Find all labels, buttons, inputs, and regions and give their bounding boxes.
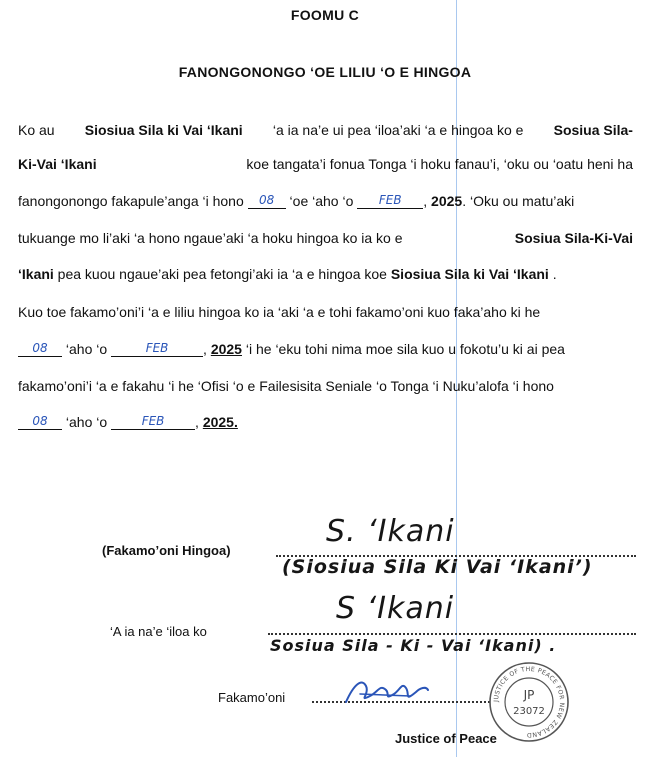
paragraph-line-6 — [18, 304, 633, 320]
applicant-signature-label: (Fakamo’oni Hingoa) — [102, 543, 231, 558]
paragraph-line-9 — [18, 414, 633, 430]
handwritten-day: 08 — [32, 414, 48, 428]
paragraph-line-4 — [18, 230, 633, 246]
month-blank — [111, 414, 195, 430]
text: . — [548, 266, 557, 282]
known-as-printed-name: Sosiua Sila - Ki - Vai ‘Ikani) . — [270, 636, 557, 655]
year: 2025 — [431, 193, 463, 209]
new-name: Ki-Vai ‘Ikani — [18, 156, 97, 172]
paragraph-line-8 — [18, 378, 633, 394]
applicant-signature: S. ‘Ikani — [326, 514, 455, 549]
year: 2025. — [202, 414, 238, 430]
witness-signature-scribble — [340, 676, 432, 708]
text: koe tangata’i fonua Tonga ‘i hoku fanau’i, ‘oku ou ‘oatu heni ha — [242, 156, 633, 172]
text: Ko au — [18, 122, 59, 138]
witness-label: Fakamo’oni — [218, 690, 286, 705]
seal-number: 23072 — [513, 706, 545, 717]
old-name: Siosiua Sila ki Vai ‘Ikani — [390, 266, 549, 282]
applicant-printed-name: (Siosiua Sila Ki Vai ‘Ikani’) — [282, 556, 593, 578]
seal-ring-text: JUSTICE OF THE PEACE FOR NEW ZEALAND — [492, 665, 566, 739]
month-blank — [357, 193, 423, 209]
paragraph-line-2 — [18, 156, 633, 172]
handwritten-month: FEB — [141, 414, 165, 428]
text: , — [203, 341, 211, 357]
text: tukuange mo li’aki ‘a hono ngaue’aki ‘a hoku hingoa ko ia ko e — [18, 230, 407, 246]
handwritten-day: 08 — [32, 341, 48, 355]
text: fakamo’oni’i ‘a e fakahu ‘i he ‘Ofisi ‘o e Failesisita Seniale ‘o Tonga ‘i Nuku’alofa ‘i hono — [18, 378, 554, 394]
handwritten-month: FEB — [145, 341, 169, 355]
text: ‘aho ‘o — [62, 414, 112, 430]
justice-of-peace-seal — [488, 661, 570, 743]
paragraph-line-1 — [18, 122, 633, 138]
text: . ‘Oku ou matu’aki — [462, 193, 575, 209]
document-title: FANONGONONGO ‘OE LILIU ‘O E HINGOA — [178, 64, 472, 80]
text: ‘oe ‘aho ‘o — [285, 193, 358, 209]
text: pea kuou ngaue’aki pea fetongi’aki ia ‘a e hingoa koe — [53, 266, 391, 282]
year: 2025 — [210, 341, 242, 357]
old-name: Siosiua Sila ki Vai ‘Ikani — [84, 122, 243, 138]
text: ‘aho ‘o — [62, 341, 112, 357]
paragraph-line-7 — [18, 341, 633, 357]
new-name: Sosiua Sila- — [553, 122, 633, 138]
text: Kuo toe fakamo’oni’i ‘a e liliu hingoa ko ia ‘aki ‘a e tohi fakamo’oni kuo faka’aho ki he — [18, 304, 541, 320]
handwritten-day: 08 — [259, 193, 275, 207]
known-as-signature: S ‘Ikani — [336, 591, 455, 626]
text: , — [423, 193, 432, 209]
text: fanongonongo fakapule’anga ‘i hono — [18, 193, 248, 209]
new-name: ‘Ikani — [18, 266, 54, 282]
handwritten-month: FEB — [378, 193, 402, 207]
seal-center-text: JP — [523, 688, 535, 702]
day-blank — [18, 341, 62, 357]
text: , — [195, 414, 203, 430]
witness-title: Justice of Peace — [395, 731, 497, 746]
known-as-label: ‘A ia na’e ‘iloa ko — [110, 624, 207, 639]
known-as-line — [268, 633, 636, 635]
form-code: FOOMU C — [290, 7, 360, 23]
new-name: Sosiua Sila-Ki-Vai — [514, 230, 633, 246]
day-blank — [248, 193, 286, 209]
day-blank — [18, 414, 62, 430]
text: ‘a ia na’e ui pea ‘iloa’aki ‘a e hingoa ko e — [268, 122, 528, 138]
text: ‘i he ‘eku tohi nima moe sila kuo u fokotu’u ki ai pea — [241, 341, 565, 357]
paragraph-line-5 — [18, 266, 633, 282]
month-blank — [111, 341, 203, 357]
paragraph-line-3 — [18, 193, 633, 209]
